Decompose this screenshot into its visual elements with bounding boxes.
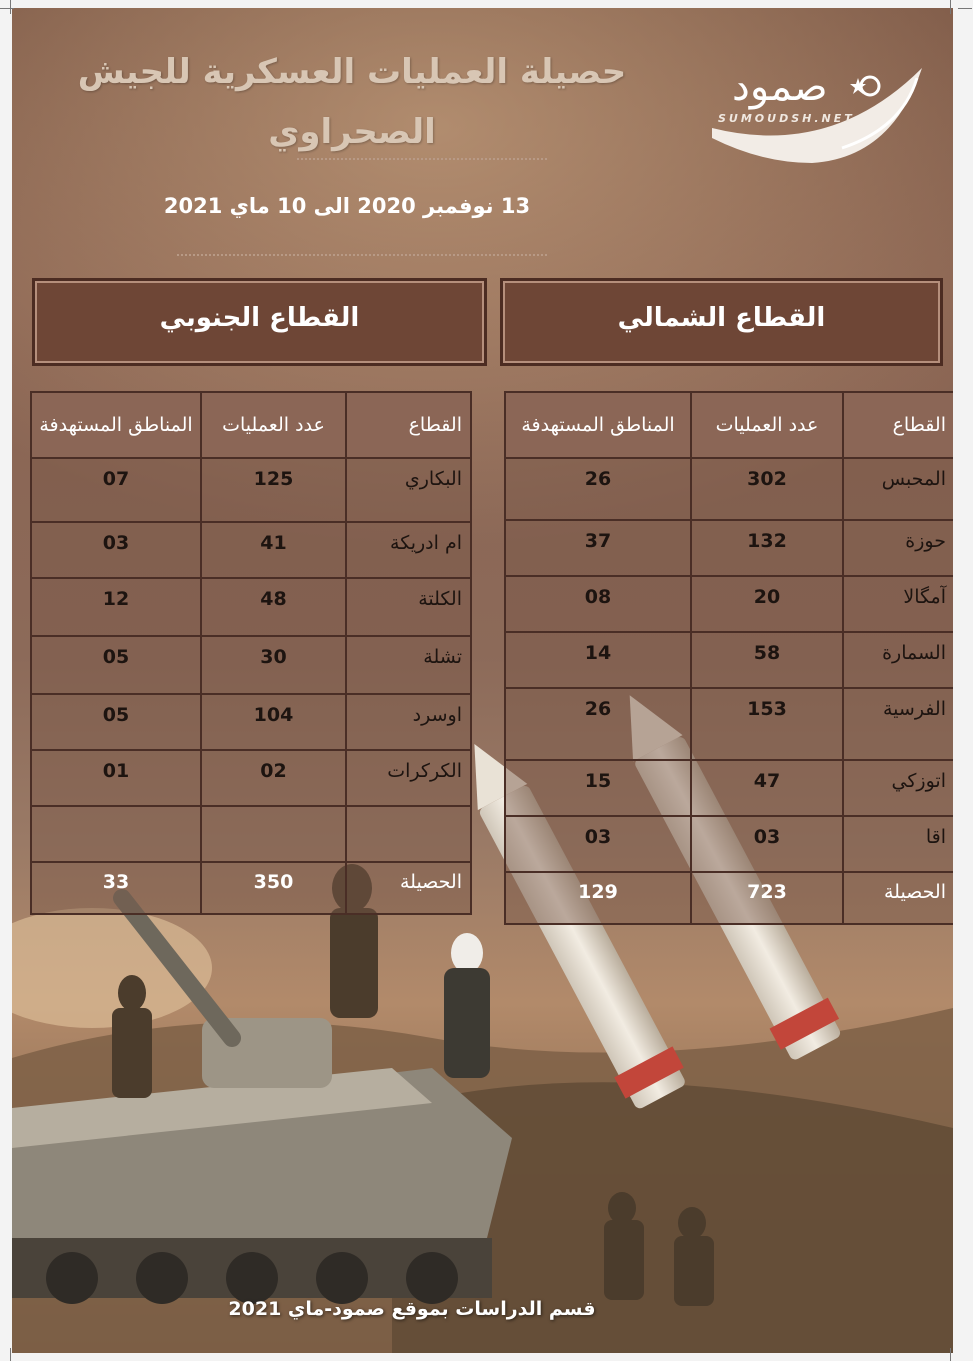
region-name: ام ادريكة (346, 522, 471, 578)
targets-count: 03 (505, 816, 691, 872)
targets-count: 01 (31, 750, 201, 806)
crop-mark (10, 1348, 11, 1361)
north-sector-header (500, 278, 943, 366)
col-sector-header: القطاع (843, 392, 953, 458)
col-operations-header: عدد العمليات (691, 392, 843, 458)
operations-count: 02 (201, 750, 346, 806)
crop-mark (950, 0, 951, 14)
region-name: تشلة (346, 636, 471, 694)
table-row-empty (31, 806, 471, 862)
targets-count: 08 (505, 576, 691, 632)
region-name: الكركرات (346, 750, 471, 806)
south-sector-title: القطاع الجنوبي (159, 303, 360, 333)
table-header-row (505, 392, 953, 458)
targets-count: 05 (31, 636, 201, 694)
region-name: آمگالا (843, 576, 953, 632)
operations-count: 153 (691, 688, 843, 760)
region-name: البكاري (346, 458, 471, 522)
region-name (346, 806, 471, 862)
col-targets-header: المناطق المستهدفة (31, 392, 201, 458)
page-title-line1: حصيلة العمليات العسكرية للجيش (77, 52, 627, 92)
targets-count: 14 (505, 632, 691, 688)
region-name: اقا (843, 816, 953, 872)
operations-count: 125 (201, 458, 346, 522)
region-name: حوزة (843, 520, 953, 576)
col-targets-header: المناطق المستهدفة (505, 392, 691, 458)
table-row (31, 636, 471, 694)
targets-count: 03 (31, 522, 201, 578)
infographic-poster (12, 8, 953, 1353)
crop-mark (958, 8, 972, 9)
operations-count: 302 (691, 458, 843, 520)
total-targets: 129 (505, 872, 691, 924)
table-row (505, 760, 953, 816)
operations-count: 104 (201, 694, 346, 750)
total-row (505, 872, 953, 924)
region-name: المحبس (843, 458, 953, 520)
operations-count: 03 (691, 816, 843, 872)
operations-count: 47 (691, 760, 843, 816)
total-operations: 723 (691, 872, 843, 924)
table-row (505, 632, 953, 688)
targets-count (31, 806, 201, 862)
targets-count: 26 (505, 458, 691, 520)
col-sector-header: القطاع (346, 392, 471, 458)
operations-count: 41 (201, 522, 346, 578)
south-sector-header (32, 278, 487, 366)
operations-count: 48 (201, 578, 346, 636)
table-header-row (31, 392, 471, 458)
logo-name: صمود (732, 64, 828, 110)
operations-count (201, 806, 346, 862)
operations-count: 58 (691, 632, 843, 688)
table-row (505, 458, 953, 520)
targets-count: 12 (31, 578, 201, 636)
table-row (31, 750, 471, 806)
divider-dotted (177, 254, 547, 256)
region-name: اوسرد (346, 694, 471, 750)
col-operations-header: عدد العمليات (201, 392, 346, 458)
north-sector-table (504, 391, 953, 925)
table-row (31, 522, 471, 578)
targets-count: 07 (31, 458, 201, 522)
table-row (31, 458, 471, 522)
region-name: السمارة (843, 632, 953, 688)
operations-count: 132 (691, 520, 843, 576)
table-row (31, 694, 471, 750)
crop-mark (950, 1348, 951, 1361)
targets-count: 15 (505, 760, 691, 816)
table-row (505, 688, 953, 760)
targets-count: 37 (505, 520, 691, 576)
crop-mark (10, 0, 11, 14)
crop-mark (0, 8, 14, 9)
region-name: الفرسية (843, 688, 953, 760)
divider-dotted (297, 158, 547, 160)
table-row (505, 576, 953, 632)
table-row (505, 520, 953, 576)
region-name: الكلتة (346, 578, 471, 636)
south-sector-table (30, 391, 472, 915)
logo-site: SUMOUDSH.NET (718, 112, 855, 125)
operations-count: 20 (691, 576, 843, 632)
total-label: الحصيلة (843, 872, 953, 924)
targets-count: 05 (31, 694, 201, 750)
north-sector-title: القطاع الشمالي (617, 303, 826, 333)
total-row (31, 862, 471, 914)
date-range: 13 نوفمبر 2020 الى 10 ماي 2021 (163, 194, 531, 218)
region-name: اتوزكي (843, 760, 953, 816)
table-row (31, 578, 471, 636)
table-row (505, 816, 953, 872)
operations-count: 30 (201, 636, 346, 694)
footer-credit: قسم الدراسات بموقع صمود-ماي 2021 (228, 1298, 596, 1320)
total-operations: 350 (201, 862, 346, 914)
total-targets: 33 (31, 862, 201, 914)
total-label: الحصيلة (346, 862, 471, 914)
targets-count: 26 (505, 688, 691, 760)
page-title-line2: الصحراوي (268, 112, 436, 152)
